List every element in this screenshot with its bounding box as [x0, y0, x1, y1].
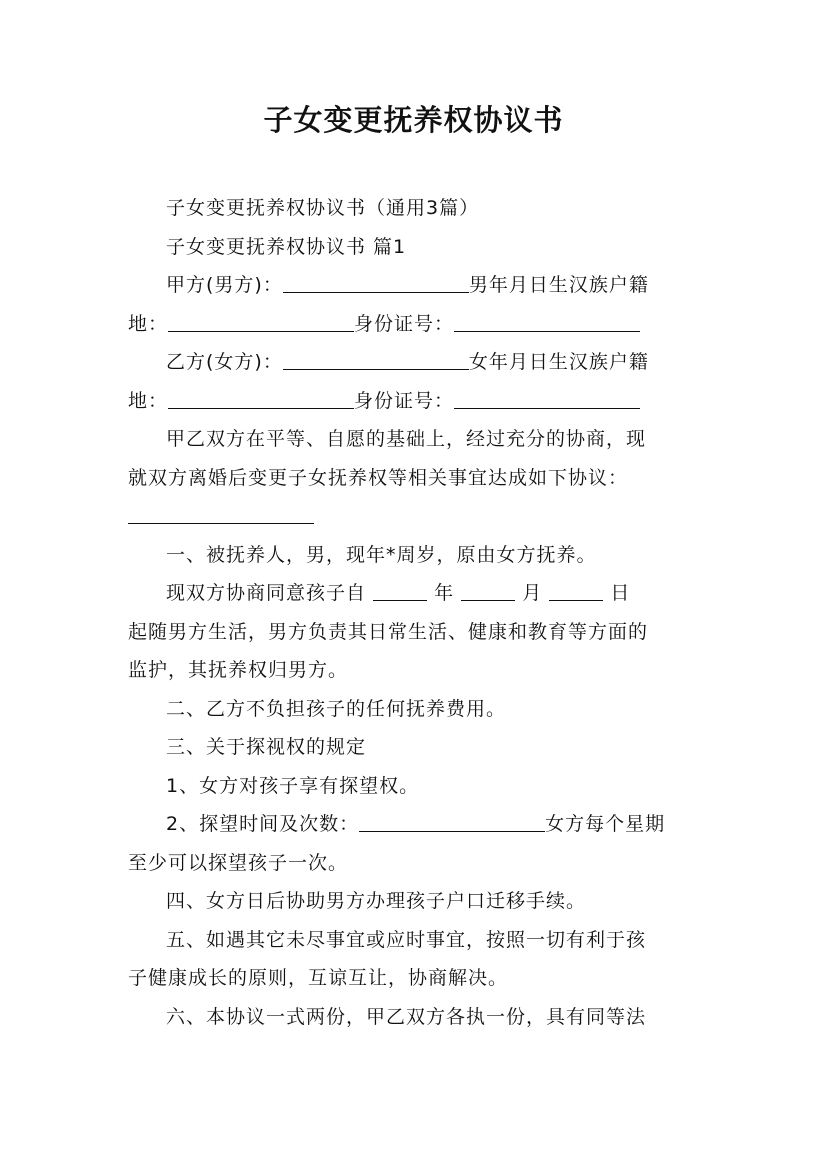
paragraph-text: 就双方离婚后变更子女抚养权等相关事宜达成如下协议： — [128, 466, 629, 489]
text-line — [128, 651, 703, 690]
paragraph-text: 女方每个星期 — [545, 813, 666, 835]
clause-3-1: 1、女方对孩子享有探望权。 — [166, 774, 420, 797]
clause-5: 五、如遇其它未尽事宜或应时事宜，按照一切有利于孩 — [166, 928, 647, 951]
party-a-residence-blank[interactable] — [168, 312, 354, 332]
text-line — [128, 998, 703, 1037]
clause-3-2: 2、探望时间及次数： — [166, 813, 360, 835]
paragraph-text: 监护，其抚养权归男方。 — [128, 659, 349, 681]
paragraph-text: 起随男方生活，男方负责其日常生活、健康和教育等方面的 — [128, 620, 649, 643]
year-label: 年 — [434, 582, 455, 604]
id-number-label: 身份证号： — [354, 389, 455, 412]
document-body — [128, 189, 703, 1036]
visit-times-blank[interactable] — [359, 812, 545, 832]
clause-1: 一、被抚养人，男，现年*周岁，原由女方抚养。 — [166, 543, 597, 566]
month-label: 月 — [522, 582, 543, 604]
clause-4: 四、女方日后协助男方办理孩子户口迁移手续。 — [166, 890, 587, 912]
text-line — [128, 536, 703, 575]
subtitle-text: 子女变更抚养权协议书（通用3篇） — [166, 197, 480, 219]
party-b-info: 女年月日生汉族户籍 — [468, 351, 649, 373]
paragraph-text: 现双方协商同意孩子自 — [166, 582, 367, 604]
clause-2: 二、乙方不负担孩子的任何抚养费用。 — [166, 697, 507, 720]
party-a-id-blank[interactable] — [454, 312, 640, 332]
party-b-residence-blank[interactable] — [168, 389, 354, 409]
year-blank[interactable] — [373, 581, 427, 601]
text-line — [128, 921, 703, 960]
text-line — [128, 613, 703, 652]
visit-line — [128, 805, 703, 844]
party-b-line — [128, 343, 703, 382]
text-line — [128, 228, 703, 267]
date-line — [128, 574, 703, 613]
party-a-line-2 — [128, 305, 703, 344]
text-line — [128, 459, 703, 498]
agreement-blank[interactable] — [128, 504, 314, 524]
party-a-label: 甲方(男方)： — [166, 274, 283, 296]
page-title: 子女变更抚养权协议书 — [263, 103, 564, 137]
text-line — [128, 959, 703, 998]
text-line — [128, 690, 703, 729]
agreement-blank-line — [128, 497, 703, 536]
text-line — [128, 882, 703, 921]
text-line — [128, 728, 703, 767]
clause-3: 三、关于探视权的规定 — [166, 736, 367, 758]
paragraph-text: 至少可以探望孩子一次。 — [128, 851, 349, 874]
text-line — [128, 844, 703, 883]
residence-label: 地： — [128, 389, 169, 412]
day-blank[interactable] — [549, 581, 603, 601]
text-line — [128, 420, 703, 459]
party-b-line-2 — [128, 382, 703, 421]
party-a-line — [128, 266, 703, 305]
party-b-id-blank[interactable] — [454, 389, 640, 409]
text-line — [128, 189, 703, 228]
residence-label: 地： — [128, 312, 169, 335]
text-line — [128, 767, 703, 806]
paragraph-text: 子健康成长的原则，互谅互让，协商解决。 — [128, 967, 509, 989]
month-blank[interactable] — [461, 581, 515, 601]
id-number-label: 身份证号： — [354, 312, 455, 335]
party-b-name-blank[interactable] — [283, 350, 469, 370]
party-a-info: 男年月日生汉族户籍 — [468, 274, 649, 296]
paragraph-text: 甲乙双方在平等、自愿的基础上，经过充分的协商，现 — [166, 428, 647, 450]
party-b-label: 乙方(女方)： — [166, 351, 283, 373]
section-heading: 子女变更抚养权协议书 篇1 — [166, 235, 407, 258]
day-label: 日 — [610, 582, 631, 604]
clause-6: 六、本协议一式两份，甲乙双方各执一份，具有同等法 — [166, 1005, 647, 1028]
party-a-name-blank[interactable] — [283, 273, 469, 293]
